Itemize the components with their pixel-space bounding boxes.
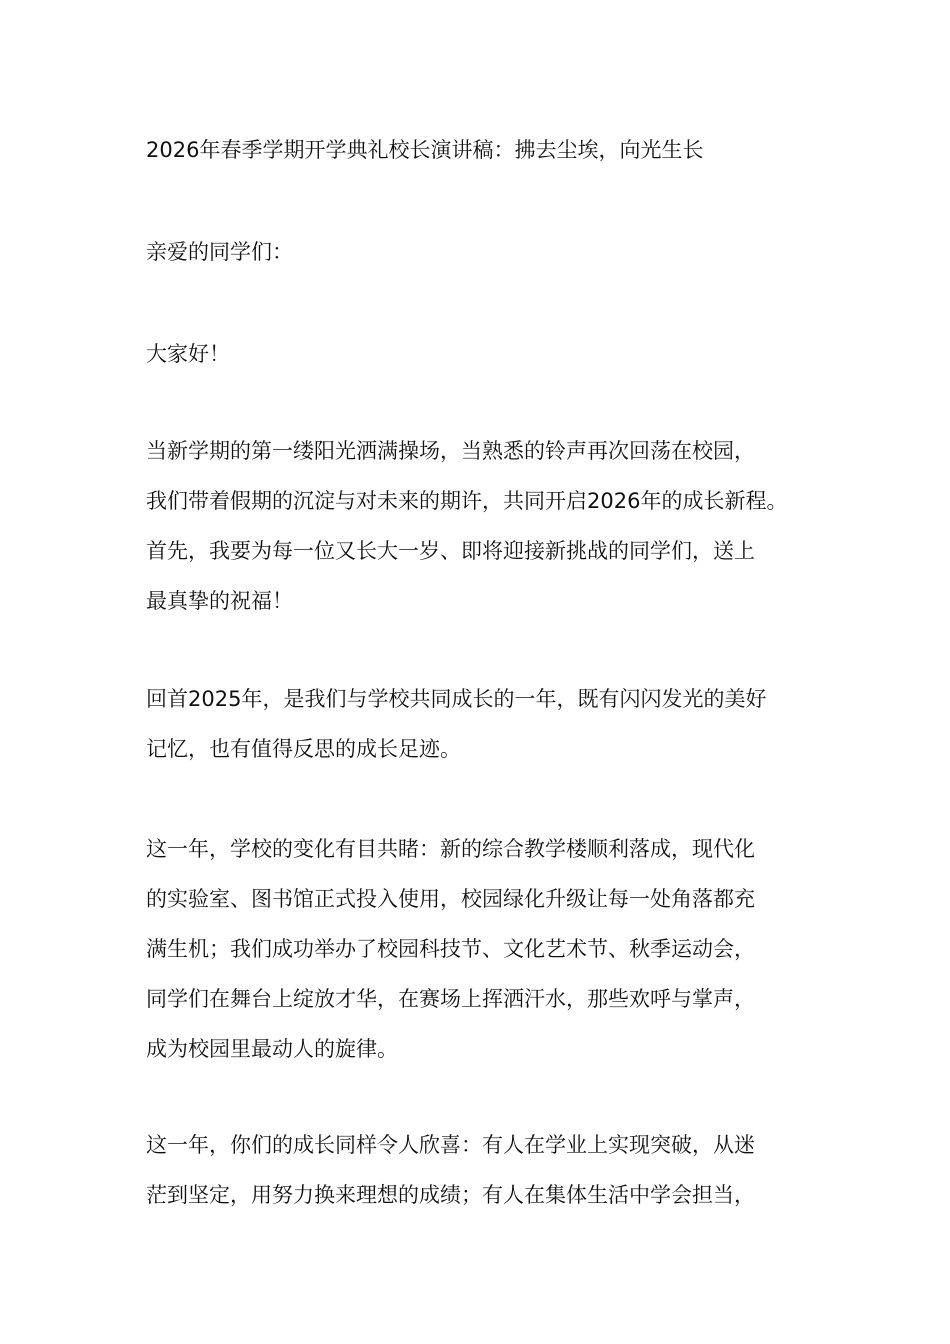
document-title xyxy=(146,125,836,175)
paragraph-line: 的实验室、图书馆正式投入使用，校园绿化升级让每一处角落都充 xyxy=(146,887,755,911)
paragraph-line: 这一年，你们的成长同样令人欣喜：有人在学业上实现突破，从迷 xyxy=(146,1133,755,1157)
greeting xyxy=(146,227,836,277)
paragraph-line: 同学们在舞台上绽放才华，在赛场上挥洒汗水，那些欢呼与掌声， xyxy=(146,987,755,1011)
paragraph-line: 当新学期的第一缕阳光洒满操场，当熟悉的铃声再次回荡在校园， xyxy=(146,439,755,463)
paragraph-2 xyxy=(146,674,836,774)
greeting-line: 亲爱的同学们： xyxy=(146,240,293,264)
salutation-line: 大家好！ xyxy=(146,342,230,366)
paragraph-line: 我们带着假期的沉淀与对未来的期许，共同开启2026年的成长新程。 xyxy=(146,489,788,513)
paragraph-line: 回首2025年，是我们与学校共同成长的一年，既有闪闪发光的美好 xyxy=(146,687,767,711)
paragraph-line: 成为校园里最动人的旋律。 xyxy=(146,1037,398,1061)
paragraph-line: 茫到坚定，用努力换来理想的成绩；有人在集体生活中学会担当， xyxy=(146,1183,755,1207)
paragraph-4 xyxy=(146,1120,836,1220)
paragraph-line: 最真挚的祝福！ xyxy=(146,589,293,613)
paragraph-line: 这一年，学校的变化有目共睹：新的综合教学楼顺利落成，现代化 xyxy=(146,837,755,861)
paragraph-1 xyxy=(146,426,836,626)
paragraph-line: 满生机；我们成功举办了校园科技节、文化艺术节、秋季运动会， xyxy=(146,937,755,961)
salutation xyxy=(146,329,836,379)
paragraph-3 xyxy=(146,824,836,1074)
paragraph-line: 记忆，也有值得反思的成长足迹。 xyxy=(146,737,461,761)
paragraph-line: 首先，我要为每一位又长大一岁、即将迎接新挑战的同学们，送上 xyxy=(146,539,755,563)
title-line: 2026年春季学期开学典礼校长演讲稿：拂去尘埃，向光生长 xyxy=(146,138,704,162)
